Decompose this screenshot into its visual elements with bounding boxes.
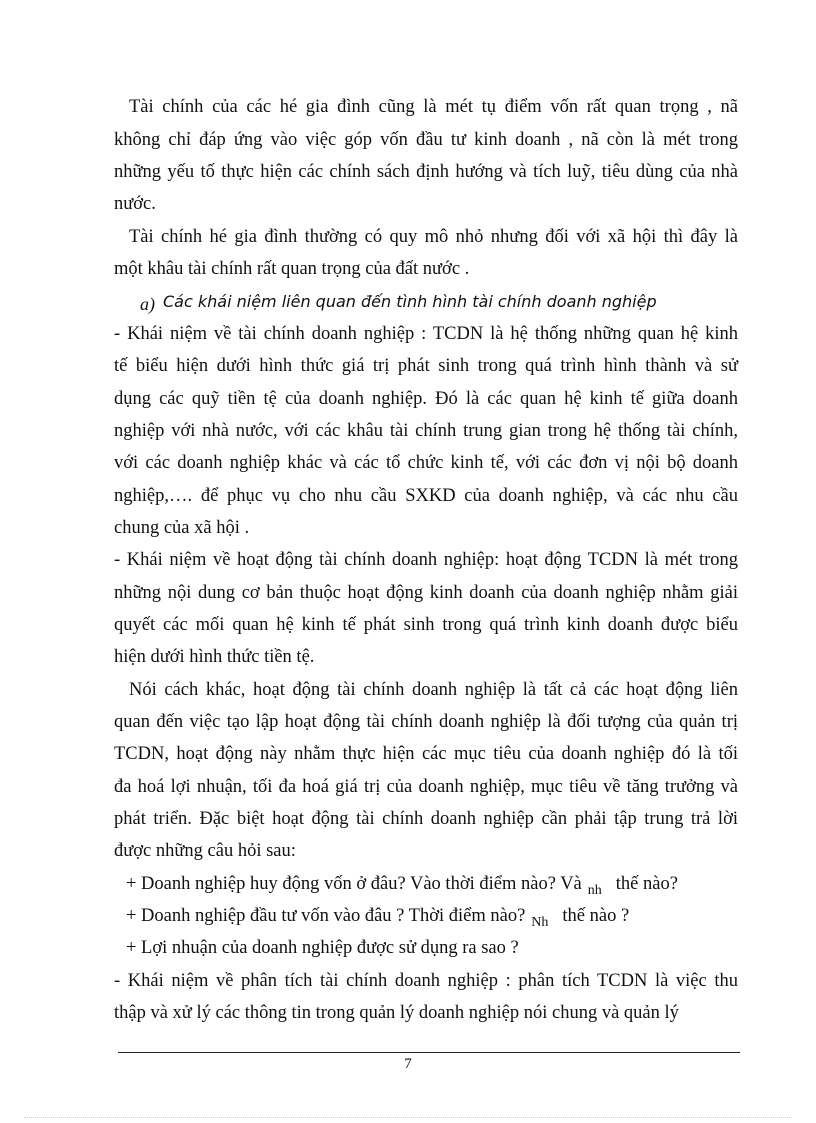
list-item-text: thế nào ? bbox=[562, 906, 630, 926]
paragraph-line: những yếu tố thực hiện các chính sách định hướng và tích luỹ, tiêu dùng của nhà bbox=[114, 162, 738, 182]
list-item-fragment: Nh bbox=[531, 915, 549, 930]
paragraph-line: nghiệp với nhà nước, với các khâu tài chính trung gian trong hệ thống tài chính, bbox=[114, 421, 738, 441]
list-item bbox=[126, 874, 738, 896]
paragraph-line: quan đến việc tạo lập hoạt động tài chính doanh nghiệp là đối tượng của quản trị bbox=[114, 712, 738, 732]
paragraph-line: Tài chính của các hé gia đình cũng là mét tụ điểm vốn rất quan trọng , nã bbox=[129, 97, 738, 117]
paragraph-line: Tài chính hé gia đình thường có quy mô nhỏ nhưng đối với xã hội thì đây là bbox=[129, 227, 738, 247]
paragraph-line: chung của xã hội . bbox=[114, 518, 250, 538]
paragraph-line: nghiệp,…. để phục vụ cho nhu cầu SXKD của doanh nghiệp, và các nhu cầu bbox=[114, 486, 738, 506]
list-item-text: + Lợi nhuận của doanh nghiệp được sử dụng ra sao ? bbox=[126, 938, 519, 958]
paragraph-line: hiện dưới hình thức tiền tệ. bbox=[114, 647, 315, 667]
page-boundary-line bbox=[24, 1117, 792, 1118]
paragraph-line: nước. bbox=[114, 194, 156, 214]
paragraph-line: tế biểu hiện dưới hình thức giá trị phát sinh trong quá trình hình thành và sử bbox=[114, 356, 738, 376]
paragraph-line: với các doanh nghiệp khác và các tổ chức kinh tế, với các đơn vị nội bộ doanh bbox=[114, 453, 738, 473]
paragraph-line: - Khái niệm về tài chính doanh nghiệp : TCDN là hệ thống những quan hệ kinh bbox=[114, 324, 738, 344]
list-item-fragment: nh bbox=[587, 883, 602, 898]
paragraph-line: phát triển. Đặc biệt hoạt động tài chính doanh nghiệp cần phải tập trung trả lời bbox=[114, 809, 738, 829]
paragraph-line: một khâu tài chính rất quan trọng của đất nước . bbox=[114, 259, 470, 279]
list-item bbox=[126, 906, 738, 928]
list-item-text: + Doanh nghiệp huy động vốn ở đâu? Vào thời điểm nào? Và bbox=[126, 874, 582, 894]
heading-label: a) bbox=[140, 294, 155, 314]
paragraph-line: đa hoá lợi nhuận, tối đa hoá giá trị của doanh nghiệp, mục tiêu về tăng trưởng và bbox=[114, 777, 738, 797]
paragraph-line: dụng các quỹ tiền tệ của doanh nghiệp. Đó là các quan hệ kinh tế giữa doanh bbox=[114, 389, 738, 409]
list-item-text: + Doanh nghiệp đầu tư vốn vào đâu ? Thời điểm nào? bbox=[126, 906, 526, 926]
paragraph-line: Nói cách khác, hoạt động tài chính doanh nghiệp là tất cả các hoạt động liên bbox=[129, 680, 738, 700]
page-number: 7 bbox=[404, 1056, 412, 1072]
list-item-text: thế nào? bbox=[615, 874, 678, 894]
paragraph-line: - Khái niệm về phân tích tài chính doanh nghiệp : phân tích TCDN là việc thu bbox=[114, 971, 738, 991]
heading-text: Các khái niệm liên quan đến tình hình tài chính doanh nghiệp bbox=[163, 292, 657, 311]
paragraph-line: được những câu hỏi sau: bbox=[114, 841, 296, 861]
paragraph-line: TCDN, hoạt động này nhằm thực hiện các mục tiêu của doanh nghiệp đó là tối bbox=[114, 744, 738, 764]
paragraph-line: không chỉ đáp ứng vào việc góp vốn đầu tư kinh doanh , nã còn là mét trong bbox=[114, 130, 738, 150]
paragraph-line: quyết các mối quan hệ kinh tế phát sinh trong quá trình kinh doanh được biểu bbox=[114, 615, 738, 635]
paragraph-line: - Khái niệm về hoạt động tài chính doanh nghiệp: hoạt động TCDN là mét trong bbox=[114, 550, 738, 570]
paragraph-line: những nội dung cơ bản thuộc hoạt động kinh doanh của doanh nghiệp nhằm giải bbox=[114, 583, 738, 603]
paragraph-line: thập và xử lý các thông tin trong quản lý doanh nghiệp nói chung và quản lý bbox=[114, 1003, 679, 1023]
footer-rule bbox=[118, 1052, 740, 1053]
list-item bbox=[126, 938, 738, 958]
section-heading bbox=[140, 291, 738, 312]
